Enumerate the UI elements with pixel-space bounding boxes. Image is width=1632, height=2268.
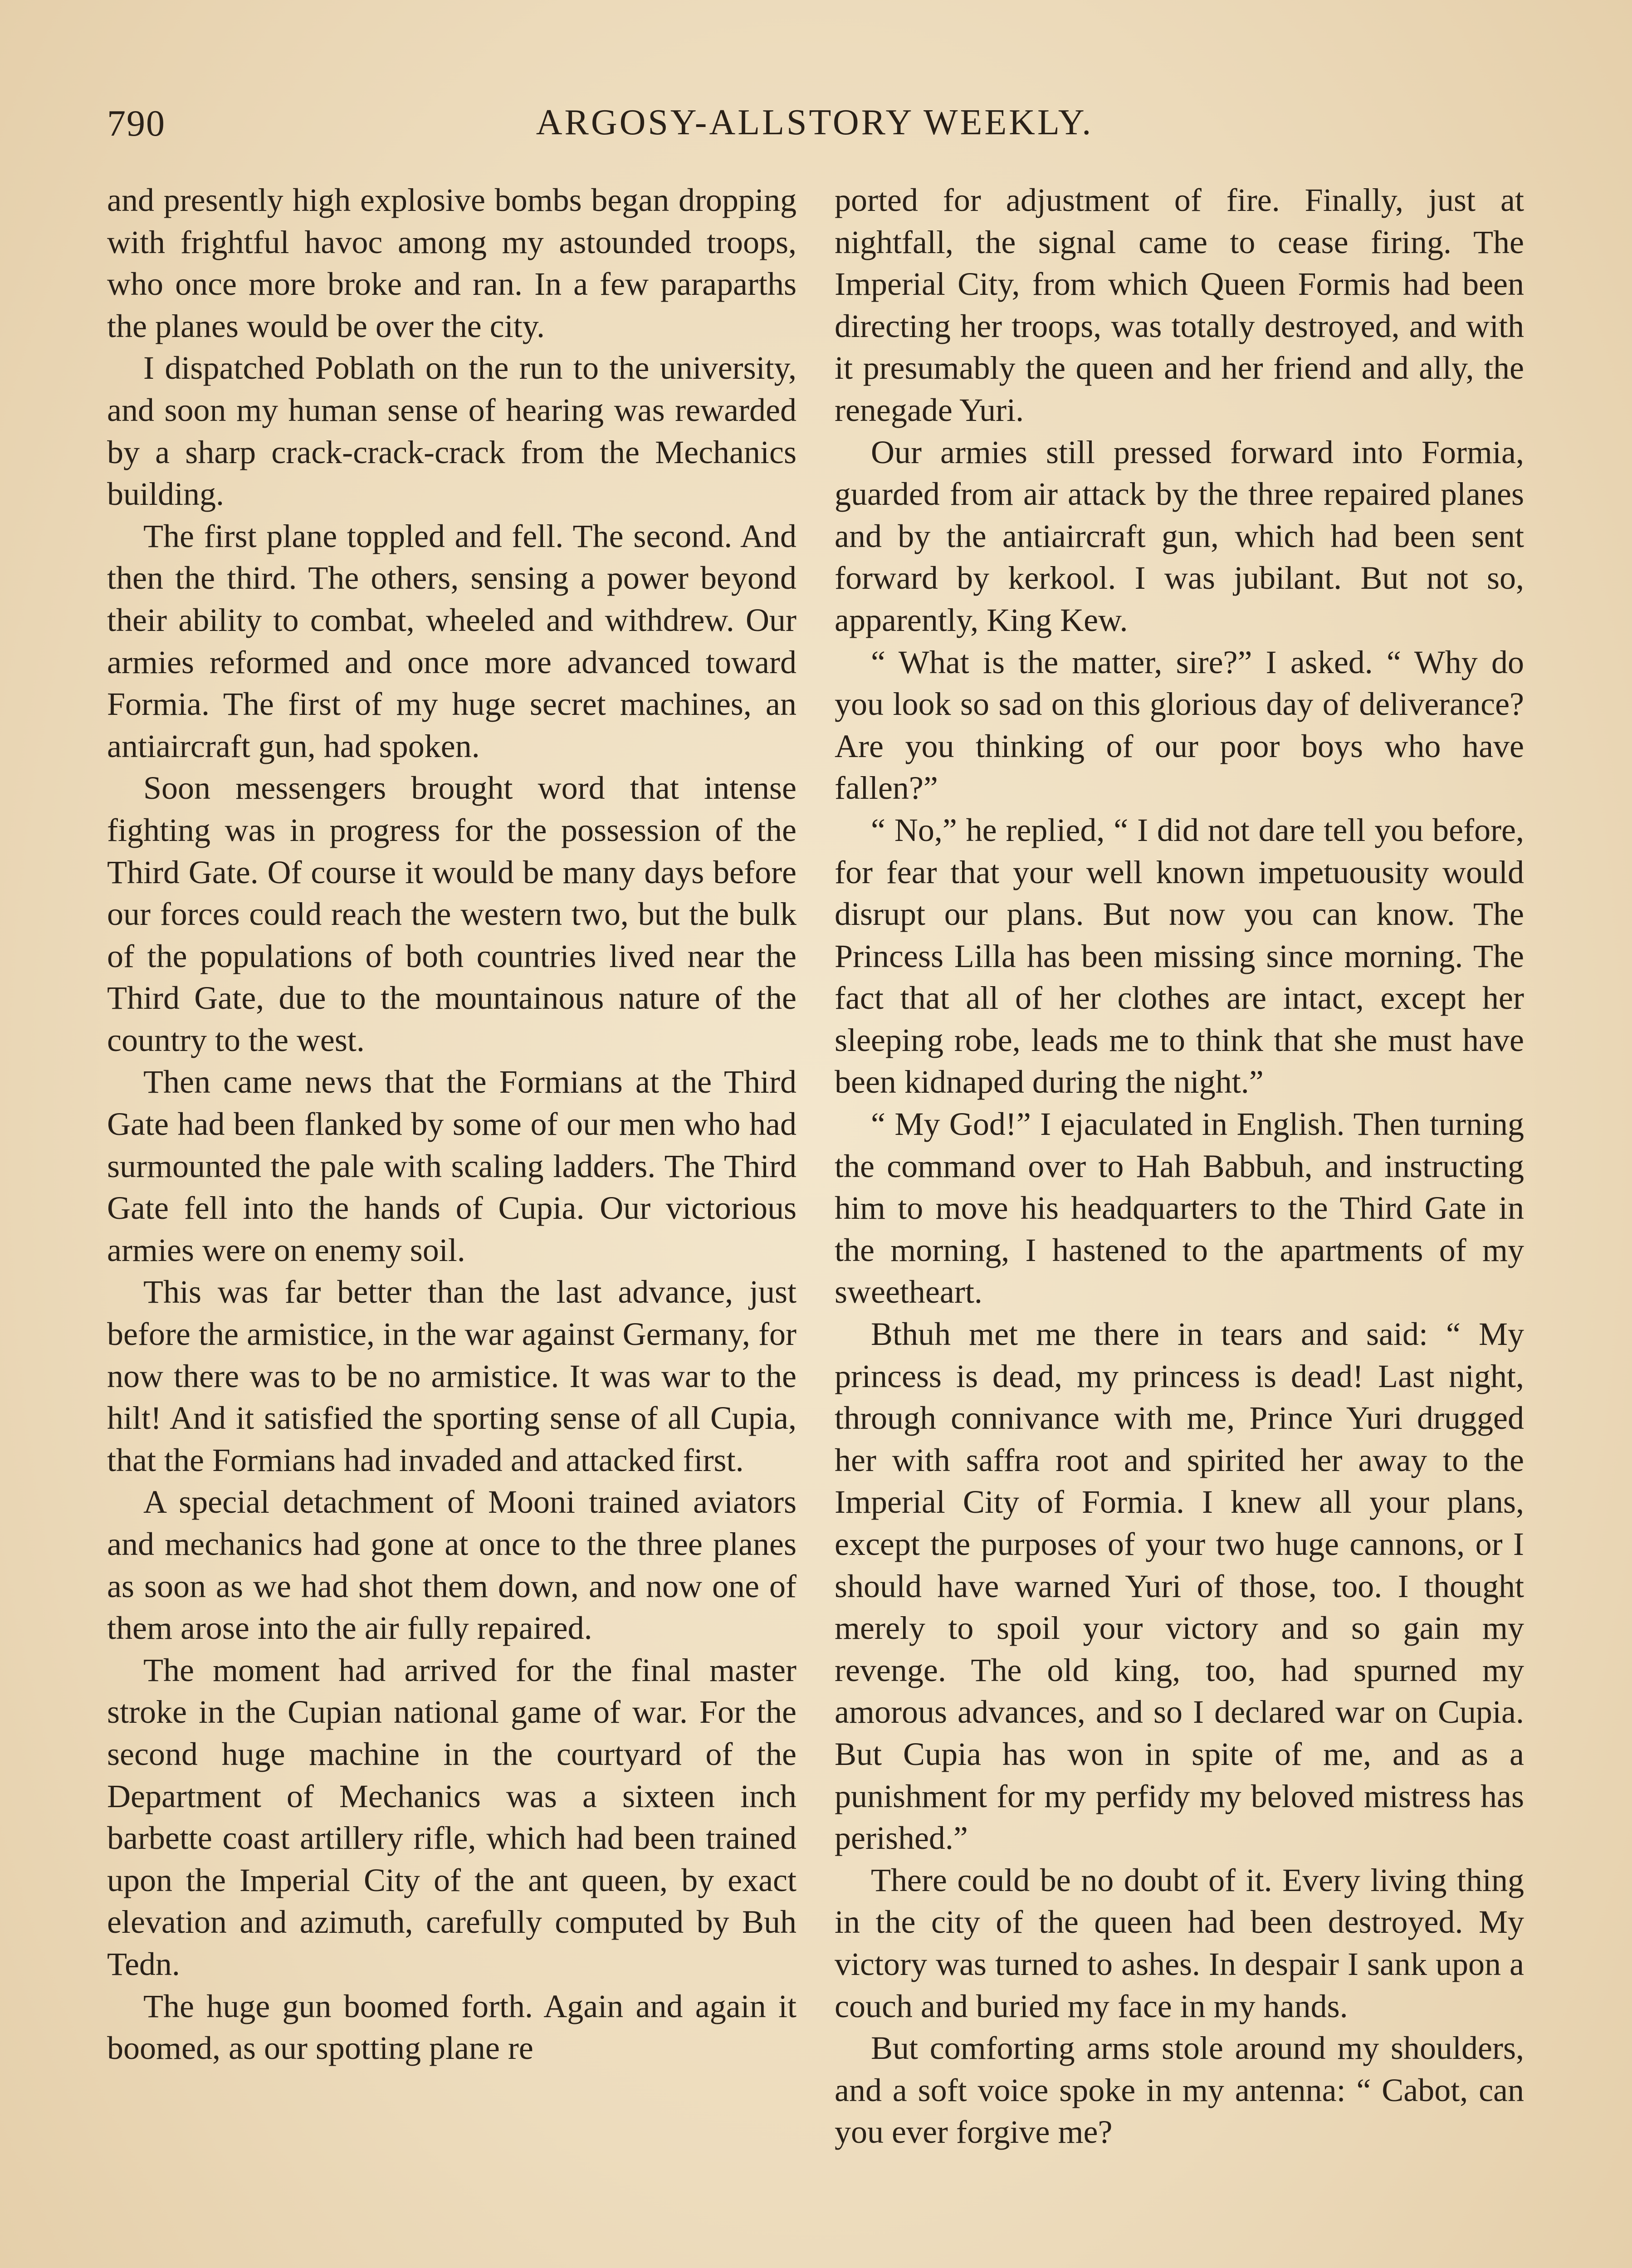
paragraph: This was far better than the last advance, just before the armistice, in the war against Germany, for now there was to be no armistice. It was war to the hilt! And it satisfied the sporting sense of all Cupia, that the Formians had invaded and attacked first. bbox=[107, 1274, 796, 1478]
paragraph: “ My God!” I ejaculated in English. Then turning the command over to Hah Babbuh, and instructing him to move his headquarters to the Third Gate in the morning, I hastened to the apartments of my sweetheart. bbox=[835, 1106, 1524, 1310]
paragraph: Soon messengers brought word that intense fighting was in progress for the possession of the Third Gate. Of course it would be many days before our forces could reach the western two, but the bulk of the populations of both countries lived near the Third Gate, due to the mountainous nature of the country to the west. bbox=[107, 770, 796, 1058]
right-column bbox=[835, 179, 1524, 2153]
paragraph: The first plane toppled and fell. The second. And then the third. The others, sensing a power beyond their ability to combat, wheeled and withdrew. Our armies reformed and once more advanced toward Formia. The first of my huge secret machines, an antiaircraft gun, had spoken. bbox=[107, 518, 796, 764]
paragraph: There could be no doubt of it. Every living thing in the city of the queen had been destroyed. My victory was turned to ashes. In despair I sank upon a couch and buried my face in my hands. bbox=[835, 1862, 1524, 2024]
paragraph: The huge gun boomed forth. Again and again it boomed, as our spotting plane re bbox=[107, 1988, 796, 2067]
paragraph: ported for adjustment of fire. Finally, just at nightfall, the signal came to cease firing. The Imperial City, from which Queen Formis had been directing her troops, was totally destroyed, and with it presumably the queen and her friend and ally, the renegade Yuri. bbox=[835, 182, 1524, 428]
paragraph: “ No,” he replied, “ I did not dare tell you before, for fear that your well known impetuousity would disrupt our plans. But now you can know. The Princess Lilla has been missing since morning. The fact that all of her clothes are intact, except her sleeping robe, leads me to think that she must have been kidnaped during the night.” bbox=[835, 811, 1524, 1100]
running-title: ARGOSY-ALLSTORY WEEKLY. bbox=[536, 103, 1094, 142]
paragraph: A special detachment of Mooni trained aviators and mechanics had gone at once to the three planes as soon as we had shot them down, and now one of them arose into the air fully repaired. bbox=[107, 1484, 796, 1647]
paragraph: The moment had arrived for the final master stroke in the Cupian national game of war. For the second huge machine in the courtyard of the Department of Mechanics was a sixteen inch barbette coast artillery rifle, which had been trained upon the Imperial City of the ant queen, by exact elevation and azimuth, carefully computed by Buh Tedn. bbox=[107, 1652, 796, 1982]
paragraph: But comforting arms stole around my shoulders, and a soft voice spoke in my antenna: “ Cabot, can you ever forgive me? bbox=[835, 2030, 1524, 2151]
paragraph: “ What is the matter, sire?” I asked. “ Why do you look so sad on this glorious day of deliverance? Are you thinking of our poor boys who have fallen?” bbox=[835, 644, 1524, 807]
paragraph: Then came news that the Formians at the Third Gate had been flanked by some of our men who had surmounted the pale with scaling ladders. The Third Gate fell into the hands of Cupia. Our victorious armies were on enemy soil. bbox=[107, 1064, 796, 1268]
page-header bbox=[107, 102, 1522, 152]
paragraph: Our armies still pressed forward into Formia, guarded from air attack by the three repaired planes and by the antiaircraft gun, which had been sent forward by kerkool. I was jubilant. But not so, apparently, King Kew. bbox=[835, 434, 1524, 638]
paragraph: and presently high explosive bombs began dropping with frightful havoc among my astounded troops, who once more broke and ran. In a few paraparths the planes would be over the city. bbox=[107, 182, 796, 344]
left-column bbox=[107, 179, 796, 2069]
page-number: 790 bbox=[107, 103, 166, 144]
paragraph: I dispatched Poblath on the run to the university, and soon my human sense of hearing was rewarded by a sharp crack-crack-crack from the Mechanics building. bbox=[107, 350, 796, 513]
paragraph: Bthuh met me there in tears and said: “ My princess is dead, my princess is dead! Last night, through connivance with me, Prince Yuri drugged her with saffra root and spirited her away to the Imperial City of Formia. I knew all your plans, except the purposes of your two huge cannons, or I should have warned Yuri of those, too. I thought merely to spoil your victory and so gain my revenge. The old king, too, had spurned my amorous advances, and so I declared war on Cupia. But Cupia has won in spite of me, and as a punishment for my perfidy my beloved mistress has perished.” bbox=[835, 1316, 1524, 1857]
